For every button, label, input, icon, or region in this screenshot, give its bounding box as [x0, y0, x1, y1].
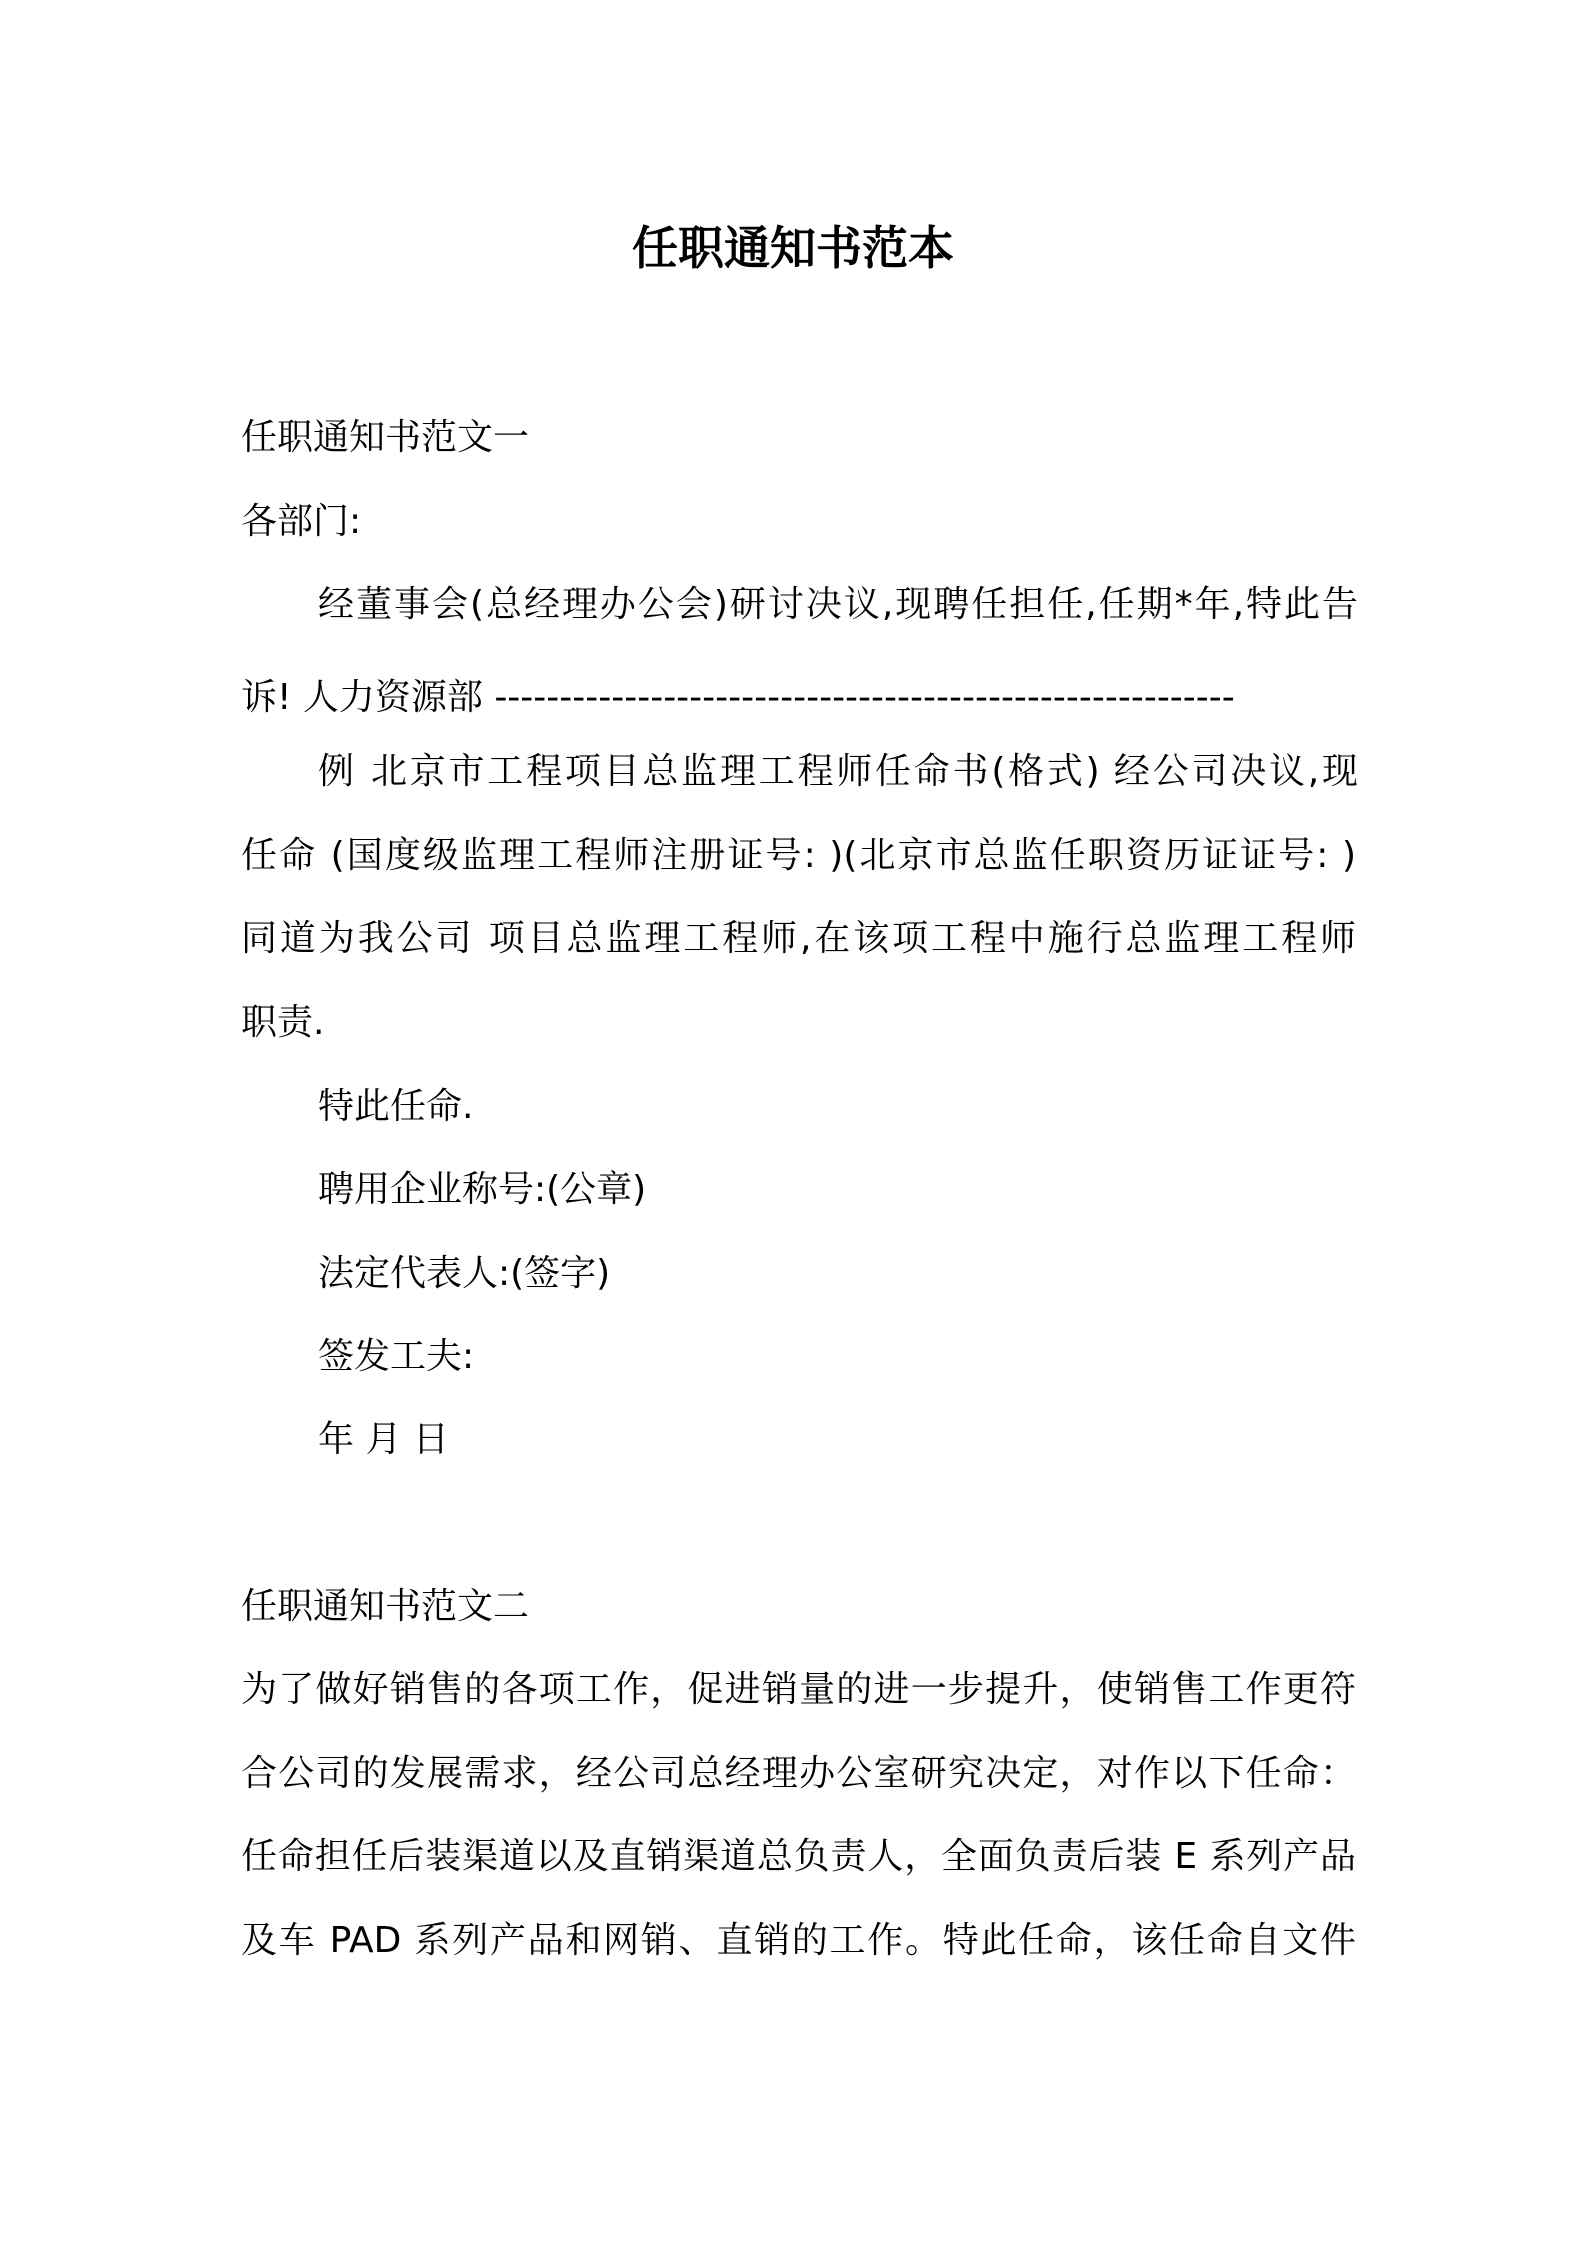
company-name-line: 聘用企业称号:(公章): [318, 1169, 647, 1210]
paragraph2-line3: 同道为我公司 项目总监理工程师,在该项工程中施行总监理工程师: [241, 918, 1356, 959]
section2-line4: 及车 PAD 系列产品和网销、直销的工作。特此任命，该任命自文件: [241, 1920, 1356, 1961]
issue-time-line: 签发工夫:: [318, 1336, 475, 1377]
closing-line: 特此任命.: [318, 1086, 474, 1127]
paragraph2-line4: 职责.: [241, 1002, 325, 1043]
section1-heading: 任职通知书范文一: [241, 417, 530, 458]
paragraph2-line1: 例 北京市工程项目总监理工程师任命书(格式) 经公司决议,现: [318, 751, 1358, 792]
section2-line2: 合公司的发展需求，经公司总经理办公室研究决定，对作以下任命：: [241, 1753, 1356, 1794]
paragraph1-line1: 经董事会(总经理办公会)研讨决议,现聘任担任,任期*年,特此告: [318, 584, 1358, 625]
section2-heading: 任职通知书范文二: [241, 1586, 530, 1627]
paragraph1-line2: 诉! 人力资源部 ---------------------------------------------------------: [241, 677, 1235, 718]
document-title: 任职通知书范本: [632, 221, 954, 275]
salutation: 各部门:: [241, 501, 362, 542]
date-line: 年 月 日: [318, 1419, 449, 1460]
paragraph2-line2: 任命 (国度级监理工程师注册证号: )(北京市总监任职资历证证号: ): [241, 835, 1356, 876]
representative-line: 法定代表人:(签字): [318, 1253, 611, 1294]
section2-line1: 为了做好销售的各项工作，促进销量的进一步提升，使销售工作更符: [241, 1669, 1356, 1710]
section2-line3: 任命担任后装渠道以及直销渠道总负责人，全面负责后装 E 系列产品: [241, 1836, 1356, 1877]
